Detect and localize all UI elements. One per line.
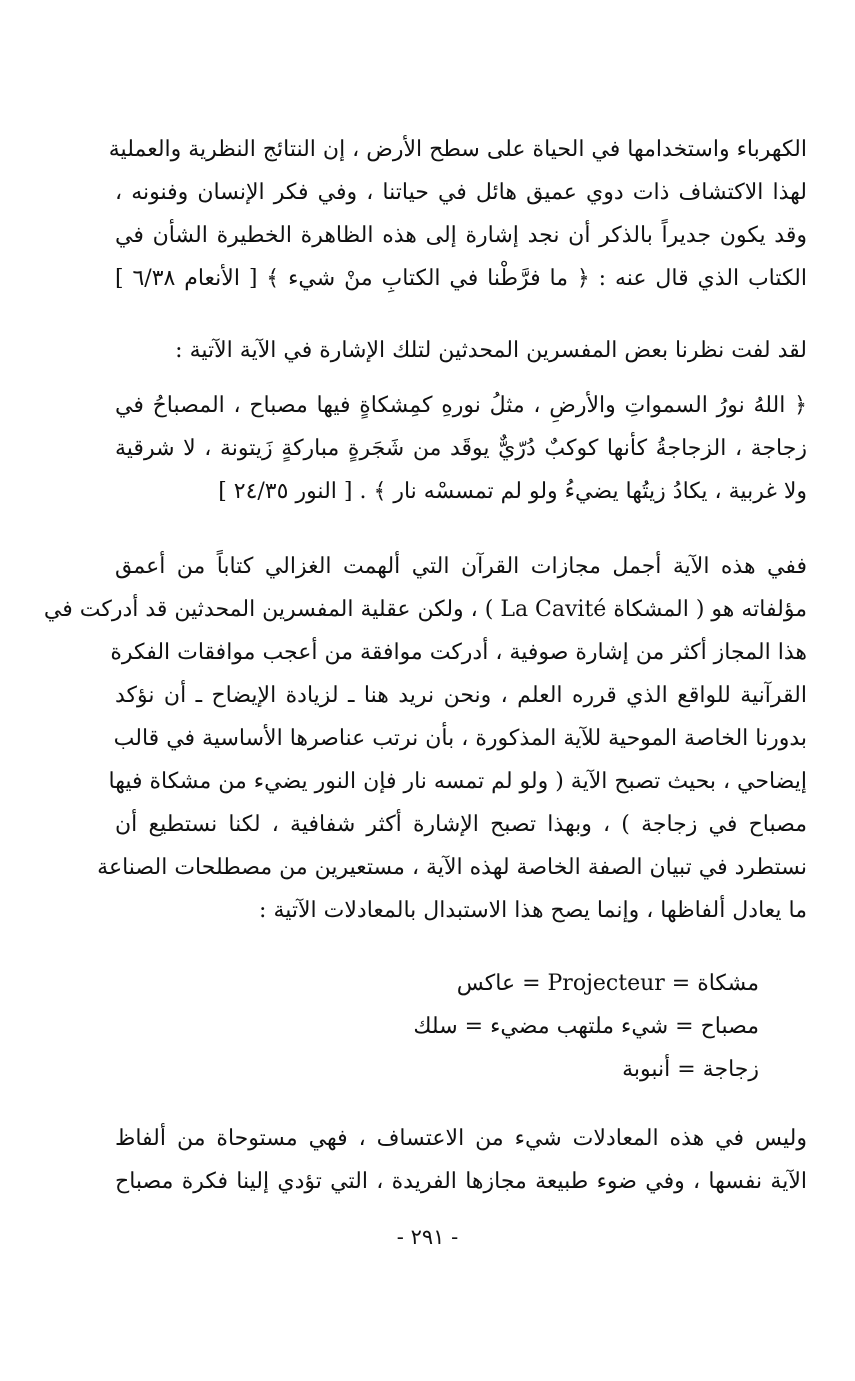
text-line: مصباح في زجاجة ) ، وبهذا تصبح الإشارة أكثر شفافية ، لكنا نستطيع أن	[115, 812, 807, 837]
text-line: ما يعادل ألفاظها ، وإنما يصح هذا الاستبدال بالمعادلات الآتية :	[259, 898, 807, 923]
text-line: الآية نفسها ، وفي ضوء طبيعة مجازها الفريدة ، التي تؤدي إلينا فكرة مصباح	[115, 1169, 807, 1194]
paragraph-intro	[108, 128, 807, 300]
text-line: لهذا الاكتشاف ذات دوي عميق هائل في حياتنا ، وفي فكر الإنسان وفنونه ،	[115, 180, 807, 205]
text-line: بدورنا الخاصة الموحية للآية المذكورة ، بأن نرتب عناصرها الأساسية في قالب	[113, 726, 807, 751]
text-line: وقد يكون جديراً بالذكر أن نجد إشارة إلى هذه الظاهرة الخطيرة الشأن في	[115, 223, 807, 248]
paragraph-closing	[115, 1117, 807, 1203]
text-line: الكتاب الذي قال عنه : ﴿ ما فرَّطْنا في الكتابِ منْ شيء ﴾ [ الأنعام ٦/٣٨ ]	[115, 266, 807, 291]
text-line: القرآنية للواقع الذي قرره العلم ، ونحن نريد هنا ـ لزيادة الإيضاح ـ أن نؤكد	[115, 683, 807, 708]
text-line: ففي هذه الآية أجمل مجازات القرآن التي ألهمت الغزالي كتاباً من أعمق	[115, 554, 807, 579]
page-number: - ٢٩١ -	[396, 1225, 459, 1249]
text-line: الكهرباء واستخدامها في الحياة على سطح الأرض ، إن النتائج النظرية والعملية	[108, 137, 807, 162]
text-line: نستطرد في تبيان الصفة الخاصة لهذه الآية ، مستعيرين من مصطلحات الصناعة	[97, 855, 807, 880]
equation-line: مصباح = شيء ملتهب مضيء = سلك	[413, 1014, 759, 1039]
text-line: وليس في هذه المعادلات شيء من الاعتساف ، فهي مستوحاة من ألفاظ	[115, 1126, 807, 1151]
text-line: لقد لفت نظرنا بعض المفسرين المحدثين لتلك الإشارة في الآية الآتية :	[175, 338, 807, 363]
quran-verse	[115, 384, 807, 513]
paragraph-main	[43, 545, 807, 932]
verse-line: زجاجة ، الزجاجةُ كأنها كوكبٌ دُرّيٌّ يوقَد من شَجَرةٍ مباركةٍ زَيتونة ، لا شرقية	[115, 436, 807, 461]
text-line: هذا المجاز أكثر من إشارة صوفية ، أدركت موافقة من أعجب موافقات الفكرة	[110, 640, 807, 665]
text-line: إيضاحي ، بحيث تصبح الآية ( ولو لم تمسه نار فإن النور يضيء من مشكاة فيها	[108, 769, 807, 794]
equation-line: مشكاة = Projecteur = عاكس	[456, 971, 759, 996]
equation-line: زجاجة = أنبوبة	[622, 1057, 759, 1082]
verse-line: ﴿ اللهُ نورُ السمواتِ والأرضِ ، مثلُ نورهِ كمِشكاةٍ فيها مصباح ، المصباحُ في	[115, 393, 807, 418]
text-line: مؤلفاته هو ( المشكاة La Cavité ) ، ولكن عقلية المفسرين المحدثين قد أدركت في	[43, 597, 807, 622]
paragraph-note	[115, 329, 807, 372]
equations-list	[339, 962, 759, 1091]
verse-line: ولا غربية ، يكادُ زيتُها يضيءُ ولو لم تمسسْه نار ﴾ . [ النور ٢٤/٣٥ ]	[218, 479, 807, 504]
